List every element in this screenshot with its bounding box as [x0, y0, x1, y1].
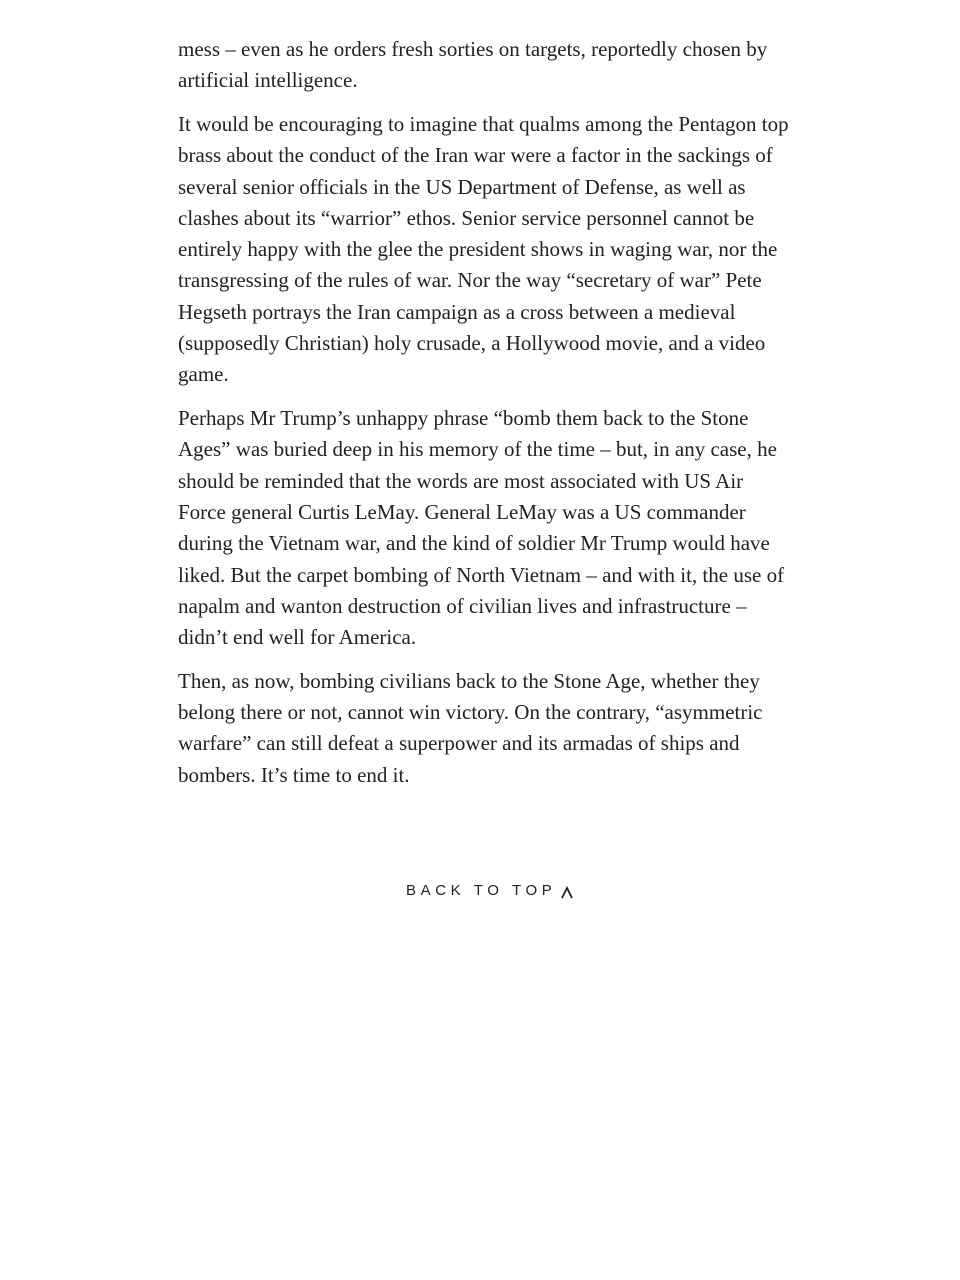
article-paragraph: Then, as now, bombing civilians back to the Stone Age, whether they belong there or not, cannot win victory. On the contrary, “asymmetric warfare” can still defeat a superpower and its armadas of ships and bombers. It’s time to end it. [178, 668, 763, 787]
caret-up-icon [560, 886, 574, 900]
article-paragraph: mess – even as he orders fresh sorties on targets, reportedly chosen by artificial intelligence. [178, 37, 768, 93]
article-paragraph: Perhaps Mr Trump’s unhappy phrase “bomb them back to the Stone Ages” was buried deep in his memory of the time – but, in any case, he should be reminded that the words are most associated with US Air Force general Curtis LeMay. General LeMay was a US commander during the Vietnam war, and the kind of soldier Mr Trump would have liked. But the carpet bombing of North Vietnam – and with it, the use of napalm and wanton destruction of civilian lives and infrastructure – didn’t end well for America. [178, 406, 785, 650]
article-body [178, 34, 790, 803]
back-to-top-link[interactable] [406, 880, 574, 902]
article-paragraph: It would be encouraging to imagine that qualms among the Pentagon top brass about the conduct of the Iran war were a factor in the sackings of several senior officials in the US Department of Defense, as well as clashes about its “warrior” ethos. Senior service personnel cannot be entirely happy with the glee the president shows in waging war, nor the transgressing of the rules of war. Nor the way “secretary of war” Pete Hegseth portrays the Iran campaign as a cross between a medieval (supposedly Christian) holy crusade, a Hollywood movie, and a video game. [178, 111, 789, 387]
back-to-top-label: BACK TO TOP [406, 882, 557, 899]
